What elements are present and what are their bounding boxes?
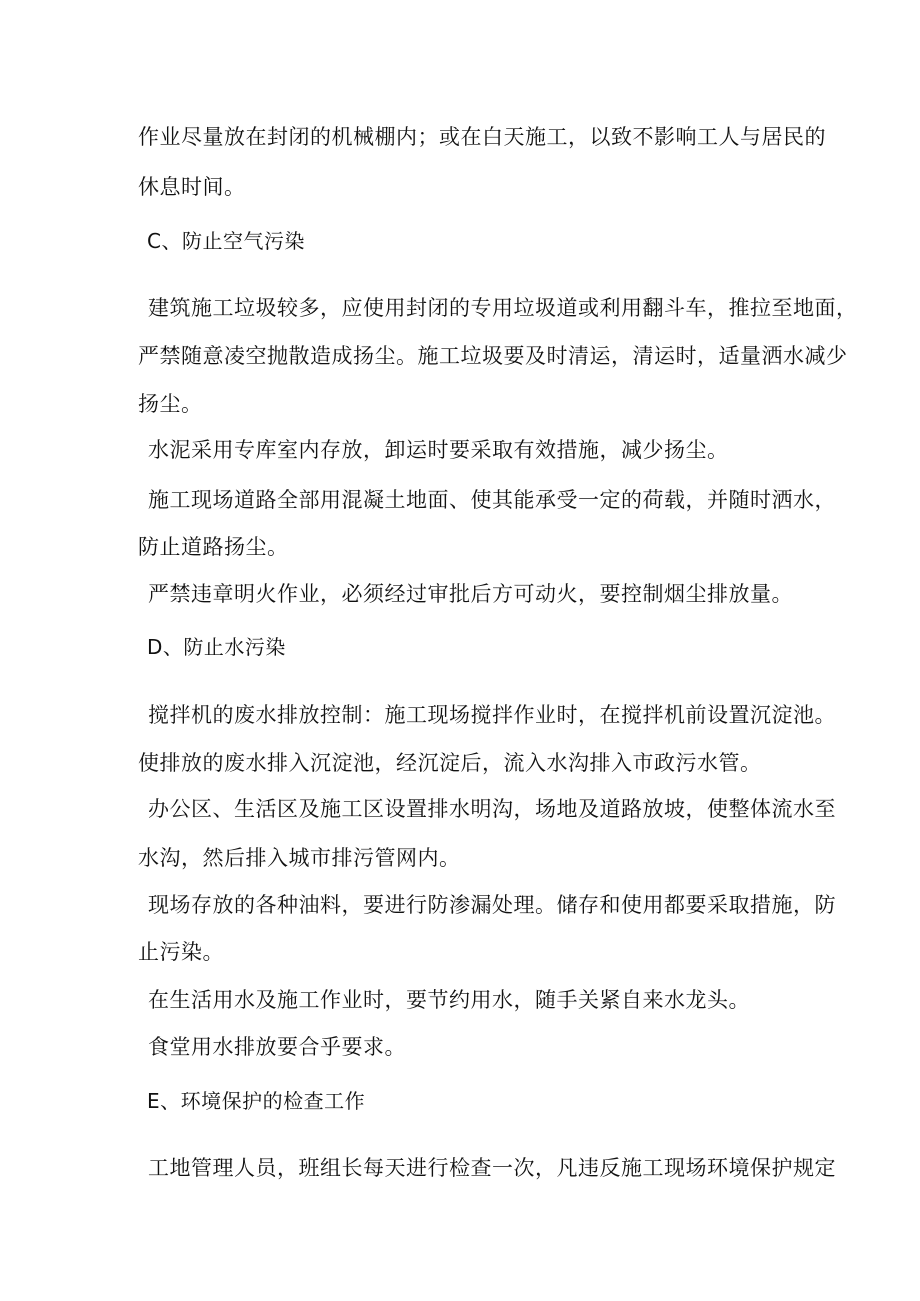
paragraph-line: 工地管理人员，班组长每天进行检查一次，凡违反施工现场环境保护规定	[148, 1156, 836, 1180]
paragraph-line: 食堂用水排放要合乎要求。	[148, 1035, 406, 1059]
paragraph-line: 止污染。	[138, 940, 224, 964]
paragraph-line: 使排放的废水排入沉淀池，经沉淀后，流入水沟排入市政污水管。	[138, 751, 762, 775]
paragraph-line: 搅拌机的废水排放控制：施工现场搅拌作业时，在搅拌机前设置沉淀池。	[148, 703, 836, 727]
paragraph-line: 现场存放的各种油料，要进行防渗漏处理。储存和使用都要采取措施，防	[148, 893, 836, 917]
paragraph-line: 建筑施工垃圾较多，应使用封闭的专用垃圾道或利用翻斗车，推拉至地面，	[148, 296, 858, 320]
paragraph-line: 作业尽量放在封闭的机械棚内；或在白天施工，以致不影响工人与居民的	[138, 125, 826, 149]
paragraph-line: 扬尘。	[138, 392, 203, 416]
paragraph-line: 水沟，然后排入城市排污管网内。	[138, 846, 461, 870]
section-heading-c: C、防止空气污染	[147, 229, 305, 253]
paragraph-line: 施工现场道路全部用混凝土地面、使其能承受一定的荷载，并随时洒水，	[148, 488, 836, 512]
paragraph-line: 休息时间。	[138, 175, 246, 199]
section-heading-d: D、防止水污染	[147, 635, 286, 659]
paragraph-line: 严禁违章明火作业，必须经过审批后方可动火，要控制烟尘排放量。	[148, 582, 793, 606]
paragraph-line: 严禁随意凌空抛散造成扬尘。施工垃圾要及时清运，清运时，适量洒水减少	[138, 344, 848, 368]
paragraph-line: 防止道路扬尘。	[138, 535, 289, 559]
paragraph-line: 水泥采用专库室内存放，卸运时要采取有效措施，减少扬尘。	[148, 438, 729, 462]
paragraph-line: 在生活用水及施工作业时，要节约用水，随手关紧自来水龙头。	[148, 988, 750, 1012]
section-heading-e: E、环境保护的检查工作	[147, 1089, 366, 1113]
paragraph-line: 办公区、生活区及施工区设置排水明沟，场地及道路放坡，使整体流水至	[148, 797, 836, 821]
